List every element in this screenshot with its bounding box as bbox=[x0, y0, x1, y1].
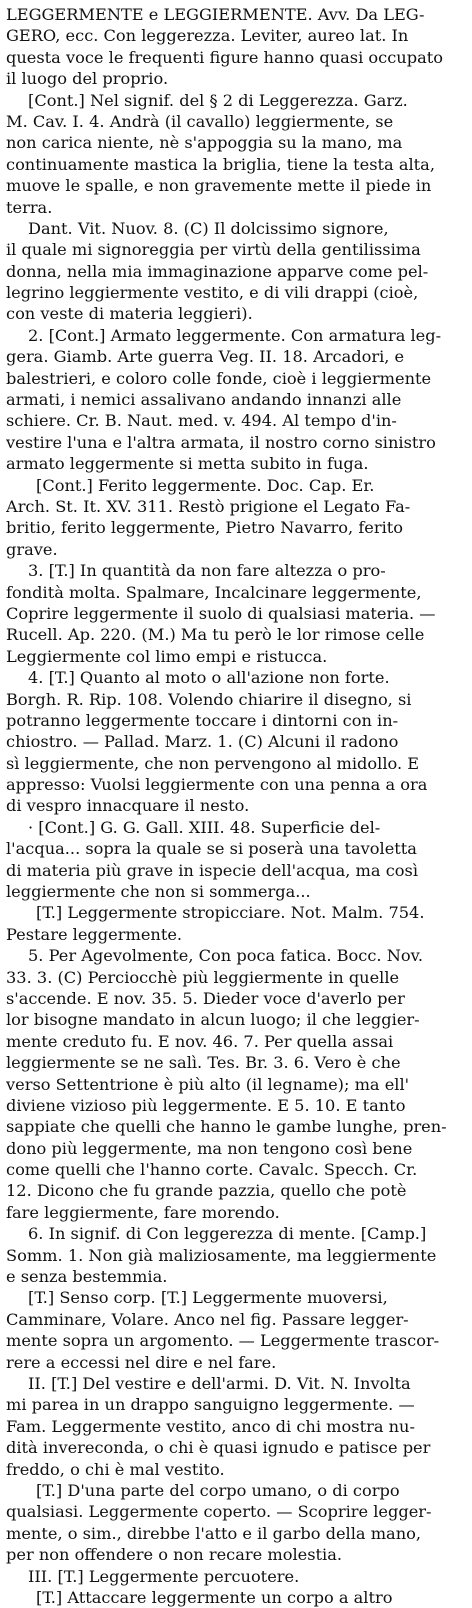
text-line: e senza bestemmia. bbox=[6, 1267, 168, 1287]
text-line: dità invereconda, o chi è quasi ignudo e patisce per bbox=[6, 1438, 431, 1458]
text-line: III. [T.] Leggermente percuotere. bbox=[28, 1566, 300, 1586]
text-line: [Cont.] Ferito leggermente. Doc. Cap. Er. bbox=[36, 475, 375, 495]
text-line: muove le spalle, e non gravemente mette il piede in bbox=[6, 176, 432, 196]
text-line: [T.] Senso corp. [T.] Leggermente muoversi, bbox=[28, 1288, 388, 1308]
text-line: freddo, o chi è mal vestito. bbox=[6, 1459, 225, 1479]
text-line: non carica niente, nè s'appoggia su la mano, ma bbox=[6, 133, 403, 153]
text-line: mente sopra un argomento. — Leggermente trascor- bbox=[6, 1331, 440, 1351]
text-line: 33. 3. (C) Perciocchè più leggiermente in quelle bbox=[6, 967, 400, 987]
text-line: II. [T.] Del vestire e dell'armi. D. Vit. N. Involta bbox=[28, 1374, 411, 1393]
text-line: Arch. St. It. XV. 311. Restò prigione el Legato Fa- bbox=[6, 496, 411, 516]
text-line: sì leggiermente, che non pervengono al midollo. E bbox=[6, 753, 420, 773]
text-line: lor bisogne mandato in alcun luogo; il che leggier- bbox=[6, 1010, 420, 1030]
text-line: GERO, ecc. Con leggerezza. Leviter, aureo lat. In bbox=[6, 26, 409, 46]
text-line: leggiermente che non si sommerga... bbox=[6, 882, 311, 902]
text-line: il luogo del proprio. bbox=[6, 69, 169, 89]
text-line: Fam. Leggermente vestito, anco di chi mostra nu- bbox=[6, 1416, 415, 1436]
text-line: potranno leggermente toccare i dintorni con in- bbox=[6, 710, 399, 730]
text-line: 4. [T.] Quanto al moto o all'azione non forte. bbox=[28, 668, 390, 688]
text-line: 2. [Cont.] Armato leggermente. Con armatura leg- bbox=[28, 325, 442, 345]
text-line: donna, nella mia immaginazione apparve come pel- bbox=[6, 261, 429, 281]
text-line: il quale mi signoreggia per virtù della gentilissima bbox=[6, 240, 421, 260]
text-line: 12. Dicono che fu grande pazzia, quello che potè bbox=[6, 1181, 407, 1201]
text-line: grave. bbox=[6, 539, 58, 559]
text-line: legrino leggiermente vestito, e di vili drappi (cioè, bbox=[6, 283, 419, 303]
text-line: [T.] Attaccare leggermente un corpo a altro bbox=[36, 1587, 393, 1607]
text-line: di materia più grave in ispecie dell'acqua, ma così bbox=[6, 860, 418, 880]
text-line: · [Cont.] G. G. Gall. XIII. 48. Superficie del- bbox=[28, 817, 381, 837]
text-line: s'accende. E nov. 35. 5. Dieder voce d'averlo per bbox=[6, 988, 405, 1008]
text-line: fondità molta. Spalmare, Incalcinare leggermente, bbox=[6, 582, 422, 602]
text-line: continuamente mastica la briglia, tiene la testa alta, bbox=[6, 154, 435, 174]
text-line: leggiermente se ne salì. Tes. Br. 3. 6. Vero è che bbox=[6, 1053, 401, 1073]
text-line: qualsiasi. Leggermente coperto. — Scoprire legger- bbox=[6, 1502, 432, 1522]
text-line: gera. Giamb. Arte guerra Veg. II. 18. Arcadori, e bbox=[6, 347, 405, 367]
text-line: 3. [T.] In quantità da non fare altezza o pro- bbox=[28, 561, 386, 581]
text-line: Somm. 1. Non già maliziosamente, ma leggiermente bbox=[6, 1245, 437, 1265]
text-line: vestire l'una e l'altra armata, il nostro corno sinistro bbox=[6, 432, 436, 452]
text-line: Camminare, Volare. Anco nel fig. Passare legger- bbox=[6, 1309, 409, 1329]
text-line: Dant. Vit. Nuov. 8. (C) Il dolcissimo signore, bbox=[28, 218, 389, 238]
text-line: armato leggermente si metta subito in fuga. bbox=[6, 454, 369, 474]
text-line: [T.] D'una parte del corpo umano, o di corpo bbox=[36, 1480, 400, 1500]
text-line: Borgh. R. Rip. 108. Volendo chiarire il disegno, si bbox=[6, 689, 412, 709]
text-line: Leggiermente col limo empi e ristucca. bbox=[6, 646, 328, 666]
text-line: LEGGERMENTE e LEGGIERMENTE. Avv. Da LEG- bbox=[6, 5, 425, 24]
text-line: Pestare leggermente. bbox=[6, 924, 183, 944]
text-line: mente creduto fu. E nov. 46. 7. Per quella assai bbox=[6, 1031, 394, 1051]
text-line: schiere. Cr. B. Naut. med. v. 494. Al tempo d'in- bbox=[6, 411, 397, 431]
text-line: 5. Per Agevolmente, Con poca fatica. Bocc. Nov. bbox=[28, 946, 423, 966]
text-line: terra. bbox=[6, 197, 53, 217]
text-line: M. Cav. I. 4. Andrà (il cavallo) leggiermente, se bbox=[6, 111, 394, 131]
text-line: per non offendere o non recare molestia. bbox=[6, 1545, 342, 1565]
text-line: questa voce le frequenti figure hanno quasi occupato bbox=[6, 47, 443, 67]
text-line: Rucell. Ap. 220. (M.) Ma tu però le lor rimose celle bbox=[6, 625, 425, 645]
text-line: appresso: Vuolsi leggiermente con una penna a ora bbox=[6, 775, 428, 795]
text-line: dono più leggermente, ma non tengono così bene bbox=[6, 1138, 413, 1158]
text-line: rere a eccessi nel dire e nel fare. bbox=[6, 1352, 277, 1372]
text-line: mi parea in un drappo sanguigno leggermente. — bbox=[6, 1395, 415, 1415]
text-line: armati, i nemici assalivano andando innanzi alle bbox=[6, 390, 402, 410]
text-line: fare leggiermente, fare morendo. bbox=[6, 1202, 280, 1222]
text-line: come quelli che l'hanno corte. Cavalc. Specch. Cr. bbox=[6, 1160, 418, 1180]
text-line: mente, o sim., direbbe l'atto e il garbo della mano, bbox=[6, 1523, 422, 1543]
text-line: sappiate che quelli che hanno le gambe lunghe, pren- bbox=[6, 1117, 447, 1137]
text-line: 6. In signif. di Con leggerezza di mente. [Camp.] bbox=[28, 1224, 427, 1244]
text-line: l'acqua... sopra la quale se si poserà una tavoletta bbox=[6, 839, 417, 859]
text-line: Coprire leggermente il suolo di qualsiasi materia. — bbox=[6, 603, 436, 623]
text-line: balestrieri, e coloro colle fonde, cioè i leggiermente bbox=[6, 368, 432, 388]
text-line: [T.] Leggermente stropicciare. Not. Malm. 754. bbox=[36, 903, 425, 923]
text-line: verso Settentrione è più alto (il legname); ma ell' bbox=[6, 1074, 410, 1094]
text-line: chiostro. — Pallad. Marz. 1. (C) Alcuni il radono bbox=[6, 732, 399, 752]
text-line: diviene vizioso più leggermente. E 5. 10. E tanto bbox=[6, 1095, 406, 1115]
text-line: britio, ferito leggermente, Pietro Navarro, ferito bbox=[6, 518, 404, 538]
text-line: di vespro innacquare il nesto. bbox=[6, 796, 250, 816]
text-line: [Cont.] Nel signif. del § 2 di Leggerezza. Garz. bbox=[28, 90, 408, 110]
text-line: con veste di materia leggieri). bbox=[6, 304, 253, 324]
